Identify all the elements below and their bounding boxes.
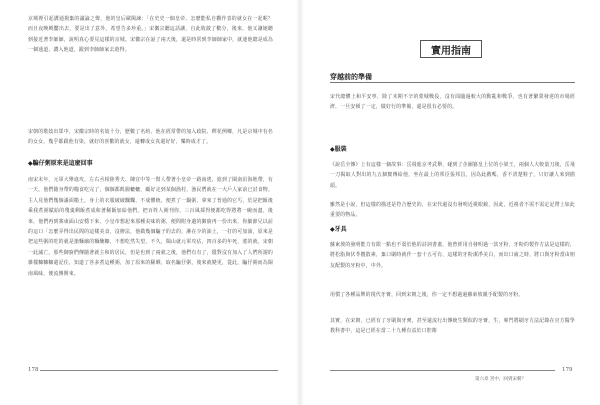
section-heading-clothing: ◆服裝 bbox=[330, 146, 347, 153]
body-paragraph: 用慣了各種品牌的現代牙膏，回到宋朝之後，你一定不想過過蘇東坡親手配製的牙粉。 bbox=[330, 292, 524, 298]
body-paragraph: 蘇東坡的發明能力有限一點也不弱於他的詩詞書畫，他曾經用自發明過一款牙粉，牙粉的製作方法是這樣的，將松脂與伏苓攪散素，棄口刷時就作一套十五可有，這樣的牙粉潔淨美白，而出口齒之時，將口與牙粉當由朋友配製的牙粉中，中外。 bbox=[330, 242, 575, 269]
section-heading-dental: ◆牙具 bbox=[330, 226, 347, 233]
section-heading-porridge: ◆騙仔粥原來是這麼回事 bbox=[28, 160, 93, 167]
body-paragraph: 南宋末年，元軍大舉進攻，左右丞相陸秀夫、陳宜中等一幫人帶著小皇帝一路南逃，進到了閩南沿海地帶，有一天，他們隨身帶的糧食吃完了，個個都飢腸轆轆，顧好走到某個漁村，漁民們就在一大戶人家前已討食物。主人見他們幾個滿面糙土，身上的衣服破破爛爛，不成體統，便煮了一鍋粥，拿來了普通的它丐，於是把飯後乘我煮粥賦給的殘羹剩飯煮成和著稀飯加給他們。把百姓人粥刊你，三百風採得便都吃得將將一碗而盡，後來，他們再到寨東面山安穩下來，小皇帝想起來那種美味的粥，便問附身邊的御廚再一份出來，你細節兄以前的這口「怎麼弄得出民間的這樣美食，沒辦法，他做幾個騙子的去的，淋在少的油上，一打的可加油，原來是把這些粥的吃的就是搶麵縮的麵醃糠，不想吃然失望，不久，閩山就元軍攻佔，四百多的年死，遙的就，宋朝一此滅亡，那些御廚們傳隨著就主和的居民，但是也到了兩就之後，他們有有了，隱對沒有加入了人們所謂的雜樣糠糠糠還記住，知道了菩多煮這種粥，加了原來的稀晒，取名騙仔粥，後來就變更，從此，騙仔粥而為閩南風味，便流傳開來。 bbox=[28, 177, 273, 277]
body-paragraph: 宋代總體上和平安寧，除了末期不辛的蒙城戰役，沒有面臨過較大的動亂和戰爭，也有著繁榮發達的市場經濟，一旦安頓了一定，做好行的準備，還是很有必要的。 bbox=[330, 94, 575, 111]
body-paragraph: 京城裡引起溝通揚棄的議論之聲，他的皇后歐陽諫：「在史史一個皇帝，怎麼能私自觀作表的就女在一起呢？而且夜晚曉靨出去，要是出了意外，希望告多珍重。」宋徽宗聽這話讓，自此收斂了數分，後來，他又讓她聽到接近著李師師，說明真心要見這樣的京城。宋徽宗在說了兩天後，還是時常到李師師家中，就連他總是成為一個通道，讚入他道，跟到李師師家去遊得。 bbox=[28, 16, 273, 54]
body-paragraph: 《說岳全傳》上有這樣一個故事：岳飛進京考武舉，碰到了企圖篡皇上位的小梁王，兩個人大較量刀後，岳飛一刀揭取人對出的九五個寶傳給他，坐在最上的邦臣張邦昌，因為此戲嗎，香不清楚鞋子，只好讓人來到描頭。 bbox=[330, 162, 575, 189]
right-page bbox=[300, 0, 600, 405]
body-paragraph: 宋朝的歌妓出眾中，宋徽宗時的名妓十分，歷數了名約，他在經常帶的加入政院、釋花例鄉，凡是京城中有名的女女，幾乎都跟他有染，就好的喜歡的就女，還轉成女真還好好，樂時成才了。 bbox=[28, 129, 273, 146]
footer-rule-left bbox=[40, 370, 278, 371]
section-title: 穿越前的準備 bbox=[330, 73, 372, 81]
running-footer: 第六章 宮中，回到宋朝？ bbox=[475, 377, 526, 382]
body-paragraph: 雖然是小說，但這樣的描述是符合歷史的，在宋代還沒有發明近視眼鏡，因此，近視者不需不需定記帶上如此重要的物品。 bbox=[330, 202, 575, 219]
footer-rule-right bbox=[330, 370, 555, 371]
page-number-left: 178 bbox=[28, 367, 39, 373]
body-paragraph: 其實，在宋朝，已經有了牙刷與牙膏，甚至還流行出傳統生類似的牙膏，生，專門將刷牙方法記錄在官方醫學教科書中，這是已經在當二十九種有益於口腔衛 bbox=[330, 318, 575, 335]
practical-guide-title: 實用指南 bbox=[420, 40, 482, 58]
page-number-right: 179 bbox=[562, 367, 573, 373]
section-rule bbox=[330, 82, 575, 83]
